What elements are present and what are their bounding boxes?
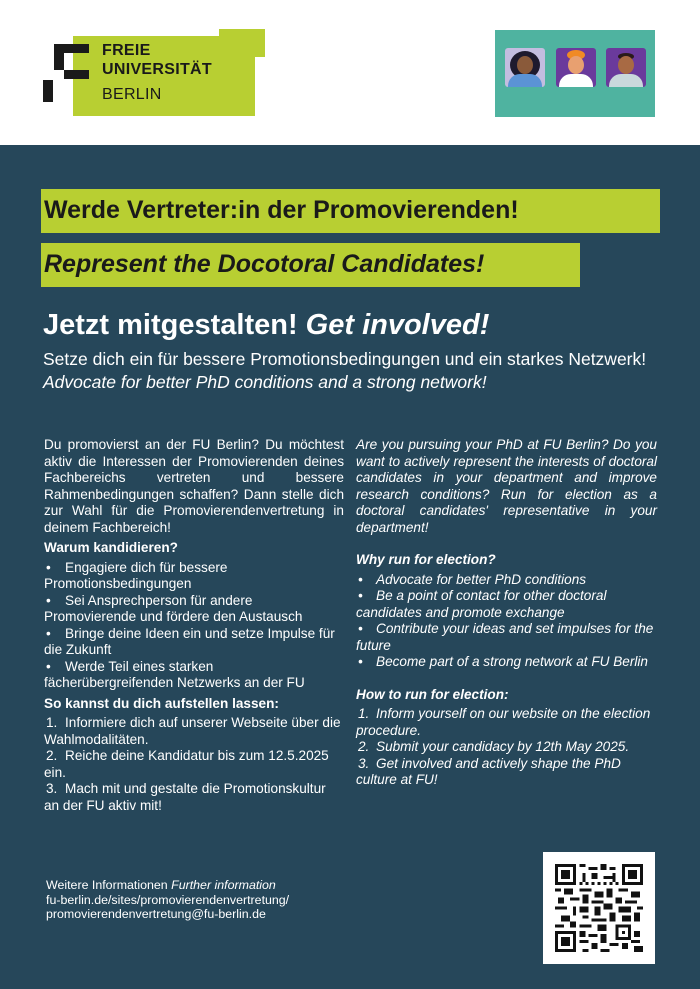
- footer-label-english: Further information: [171, 878, 276, 892]
- german-how-heading: So kannst du dich aufstellen lassen:: [44, 695, 279, 711]
- subline: [43, 348, 663, 394]
- list-item: [44, 626, 344, 659]
- list-item-text: Sei Ansprechperson für andere Promovierende und fördere den Austausch: [44, 592, 303, 624]
- list-item: [356, 654, 657, 671]
- list-item-text: Mach mit und gestalte die Promotionskultur an der FU aktiv mit!: [44, 781, 326, 813]
- list-item-text: Reiche deine Kandidatur bis zum 12.5.2025 ein.: [44, 748, 329, 780]
- list-item-text: Contribute your ideas and set impulses for the future: [356, 621, 654, 653]
- list-item-text: Become part of a strong network at FU Berlin: [376, 654, 648, 669]
- list-number: 3.: [358, 755, 370, 771]
- list-item-text: Be a point of contact for other doctoral candidates and promote exchange: [356, 588, 607, 620]
- footer-label: [46, 878, 289, 893]
- logo-mark: [43, 80, 53, 102]
- list-item: [44, 715, 344, 748]
- header: [0, 0, 700, 145]
- logo-green-block: [219, 29, 265, 57]
- list-item: [356, 621, 657, 654]
- german-intro: Du promovierst an der FU Berlin? Du möchtest aktiv die Interessen der Promovierenden deines Fachbereichs vertreten und bessere Rahmenbedingungen schaffen? Dann stelle dich zur Wahl für die Promovierendenvertretung in deinem Fachbereich!: [44, 437, 344, 535]
- list-item: [44, 781, 344, 814]
- logo-mark: [64, 70, 89, 79]
- logo-mark: [54, 44, 64, 70]
- german-why-heading: Warum kandidieren?: [44, 540, 178, 555]
- bullet-icon: •: [358, 621, 363, 636]
- list-item-text: Inform yourself on our website on the election procedure.: [356, 706, 651, 738]
- list-item: [44, 593, 344, 626]
- list-item-text: Submit your candidacy by 12th May 2025.: [376, 739, 630, 754]
- list-number: 2.: [46, 748, 58, 763]
- german-column: [44, 437, 344, 814]
- bullet-icon: •: [358, 654, 363, 669]
- list-item-text: Werde Teil eines starken fächerübergreifenden Netzwerks an der FU: [44, 658, 305, 690]
- subline-german: Setze dich ein für bessere Promotionsbedingungen und ein starkes Netzwerk!: [43, 349, 647, 369]
- avatar-icon: [505, 48, 545, 87]
- avatar-icon: [556, 48, 596, 87]
- logo-text-line3: BERLIN: [102, 86, 162, 103]
- list-item-text: Advocate for better PhD conditions: [376, 571, 587, 587]
- avatars-illustration: [495, 30, 655, 117]
- avatar-icon: [606, 48, 646, 87]
- list-item: [44, 659, 344, 692]
- german-title-banner: Werde Vertreter:in der Promovierenden!: [41, 189, 660, 233]
- bullet-icon: •: [46, 559, 51, 575]
- list-item: [356, 706, 657, 739]
- english-title-banner: Represent the Docotoral Candidates!: [41, 243, 580, 287]
- english-how-heading: How to run for election:: [356, 686, 509, 702]
- bullet-icon: •: [46, 658, 51, 674]
- footer-label-german: Weitere Informationen: [46, 878, 168, 892]
- email-link[interactable]: promovierendenvertretung@fu-berlin.de: [46, 907, 266, 921]
- qr-code[interactable]: [543, 852, 655, 964]
- headline: [43, 309, 489, 342]
- list-item: [356, 756, 657, 789]
- headline-german: Jetzt mitgestalten!: [43, 309, 298, 341]
- list-number: 1.: [358, 706, 370, 721]
- english-column: [356, 437, 657, 789]
- list-item-text: Informiere dich auf unserer Webseite über die Wahlmodalitäten.: [44, 715, 341, 747]
- list-item: [356, 588, 657, 621]
- footer-info: [46, 878, 289, 922]
- fu-berlin-logo: [42, 28, 267, 118]
- list-item: [356, 739, 657, 756]
- list-item: [356, 572, 657, 589]
- list-number: 3.: [46, 781, 58, 796]
- logo-green-block: [219, 56, 255, 116]
- list-item-text: Get involved and actively shape the PhD culture at FU!: [356, 755, 621, 787]
- website-link[interactable]: fu-berlin.de/sites/promovierendenvertretung/: [46, 892, 290, 907]
- english-why-heading: Why run for election?: [356, 552, 496, 567]
- bullet-icon: •: [358, 588, 363, 603]
- list-number: 2.: [358, 739, 370, 754]
- logo-text-line2: UNIVERSITÄT: [102, 61, 212, 78]
- logo-text-line1: FREIE: [102, 42, 151, 59]
- english-intro: Are you pursuing your PhD at FU Berlin? Do you want to actively represent the interests of doctoral candidates in your department and improve research conditions? Run for election as a doctoral candidates' representative in your department!: [356, 437, 657, 535]
- list-item: [44, 748, 344, 781]
- list-item-text: Bringe deine Ideen ein und setze Impulse für die Zukunft: [44, 625, 335, 657]
- bullet-icon: •: [46, 625, 51, 641]
- list-item-text: Engagiere dich für bessere Promotionsbedingungen: [44, 559, 228, 591]
- subline-english: Advocate for better PhD conditions and a strong network!: [43, 372, 487, 392]
- bullet-icon: •: [358, 571, 363, 587]
- headline-english: Get involved!: [305, 309, 490, 341]
- list-item: [44, 560, 344, 593]
- list-number: 1.: [46, 715, 58, 730]
- qr-code-icon: [555, 863, 643, 953]
- bullet-icon: •: [46, 592, 51, 608]
